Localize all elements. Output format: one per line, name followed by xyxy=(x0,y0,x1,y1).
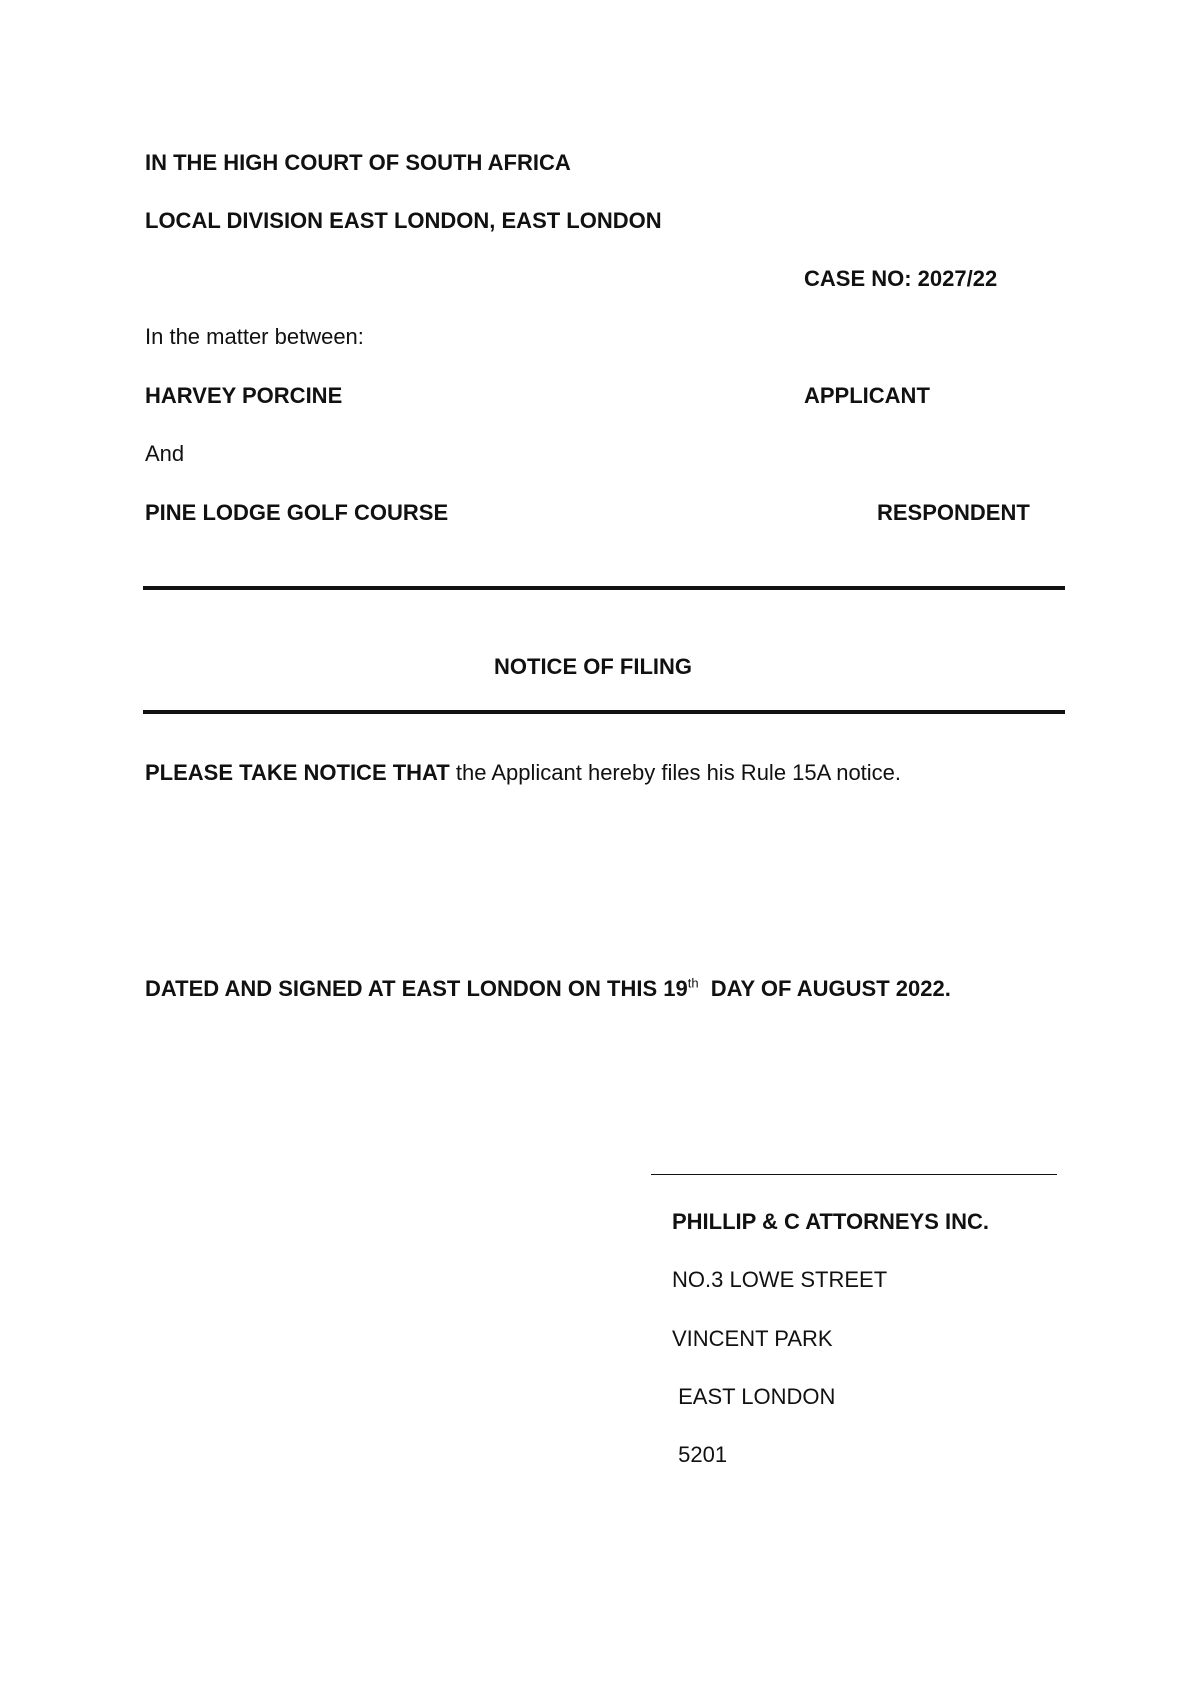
court-name: IN THE HIGH COURT OF SOUTH AFRICA xyxy=(145,150,571,175)
firm-name: PHILLIP & C ATTORNEYS INC. xyxy=(672,1209,989,1234)
address-line-3: EAST LONDON xyxy=(672,1384,836,1409)
notice-paragraph xyxy=(145,762,901,784)
notice-body: the Applicant hereby files his Rule 15A notice. xyxy=(449,760,902,785)
dated-suffix: DAY OF AUGUST 2022. xyxy=(698,976,951,1001)
parties-intro: In the matter between: xyxy=(145,324,364,349)
respondent-name: PINE LODGE GOLF COURSE xyxy=(145,500,449,525)
court-division: LOCAL DIVISION EAST LONDON, EAST LONDON xyxy=(145,208,662,233)
notice-lead: PLEASE TAKE NOTICE THAT xyxy=(145,760,450,785)
parties-conjunction: And xyxy=(145,441,185,466)
applicant-name: HARVEY PORCINE xyxy=(145,383,343,408)
top-divider xyxy=(143,586,1065,590)
document-title: NOTICE OF FILING xyxy=(494,654,692,679)
dated-prefix: DATED AND SIGNED AT EAST LONDON ON THIS 19 xyxy=(145,976,688,1001)
case-number: CASE NO: 2027/22 xyxy=(804,266,998,291)
applicant-role: APPLICANT xyxy=(804,383,930,408)
dated-signed-line xyxy=(145,975,951,1001)
respondent-role: RESPONDENT xyxy=(877,500,1030,525)
address-line-2: VINCENT PARK xyxy=(672,1326,833,1351)
postal-code: 5201 xyxy=(672,1442,728,1467)
address-line-1: NO.3 LOWE STREET xyxy=(672,1267,888,1292)
bottom-divider xyxy=(143,710,1065,714)
signature-line xyxy=(651,1174,1057,1175)
dated-ordinal: th xyxy=(687,975,699,991)
